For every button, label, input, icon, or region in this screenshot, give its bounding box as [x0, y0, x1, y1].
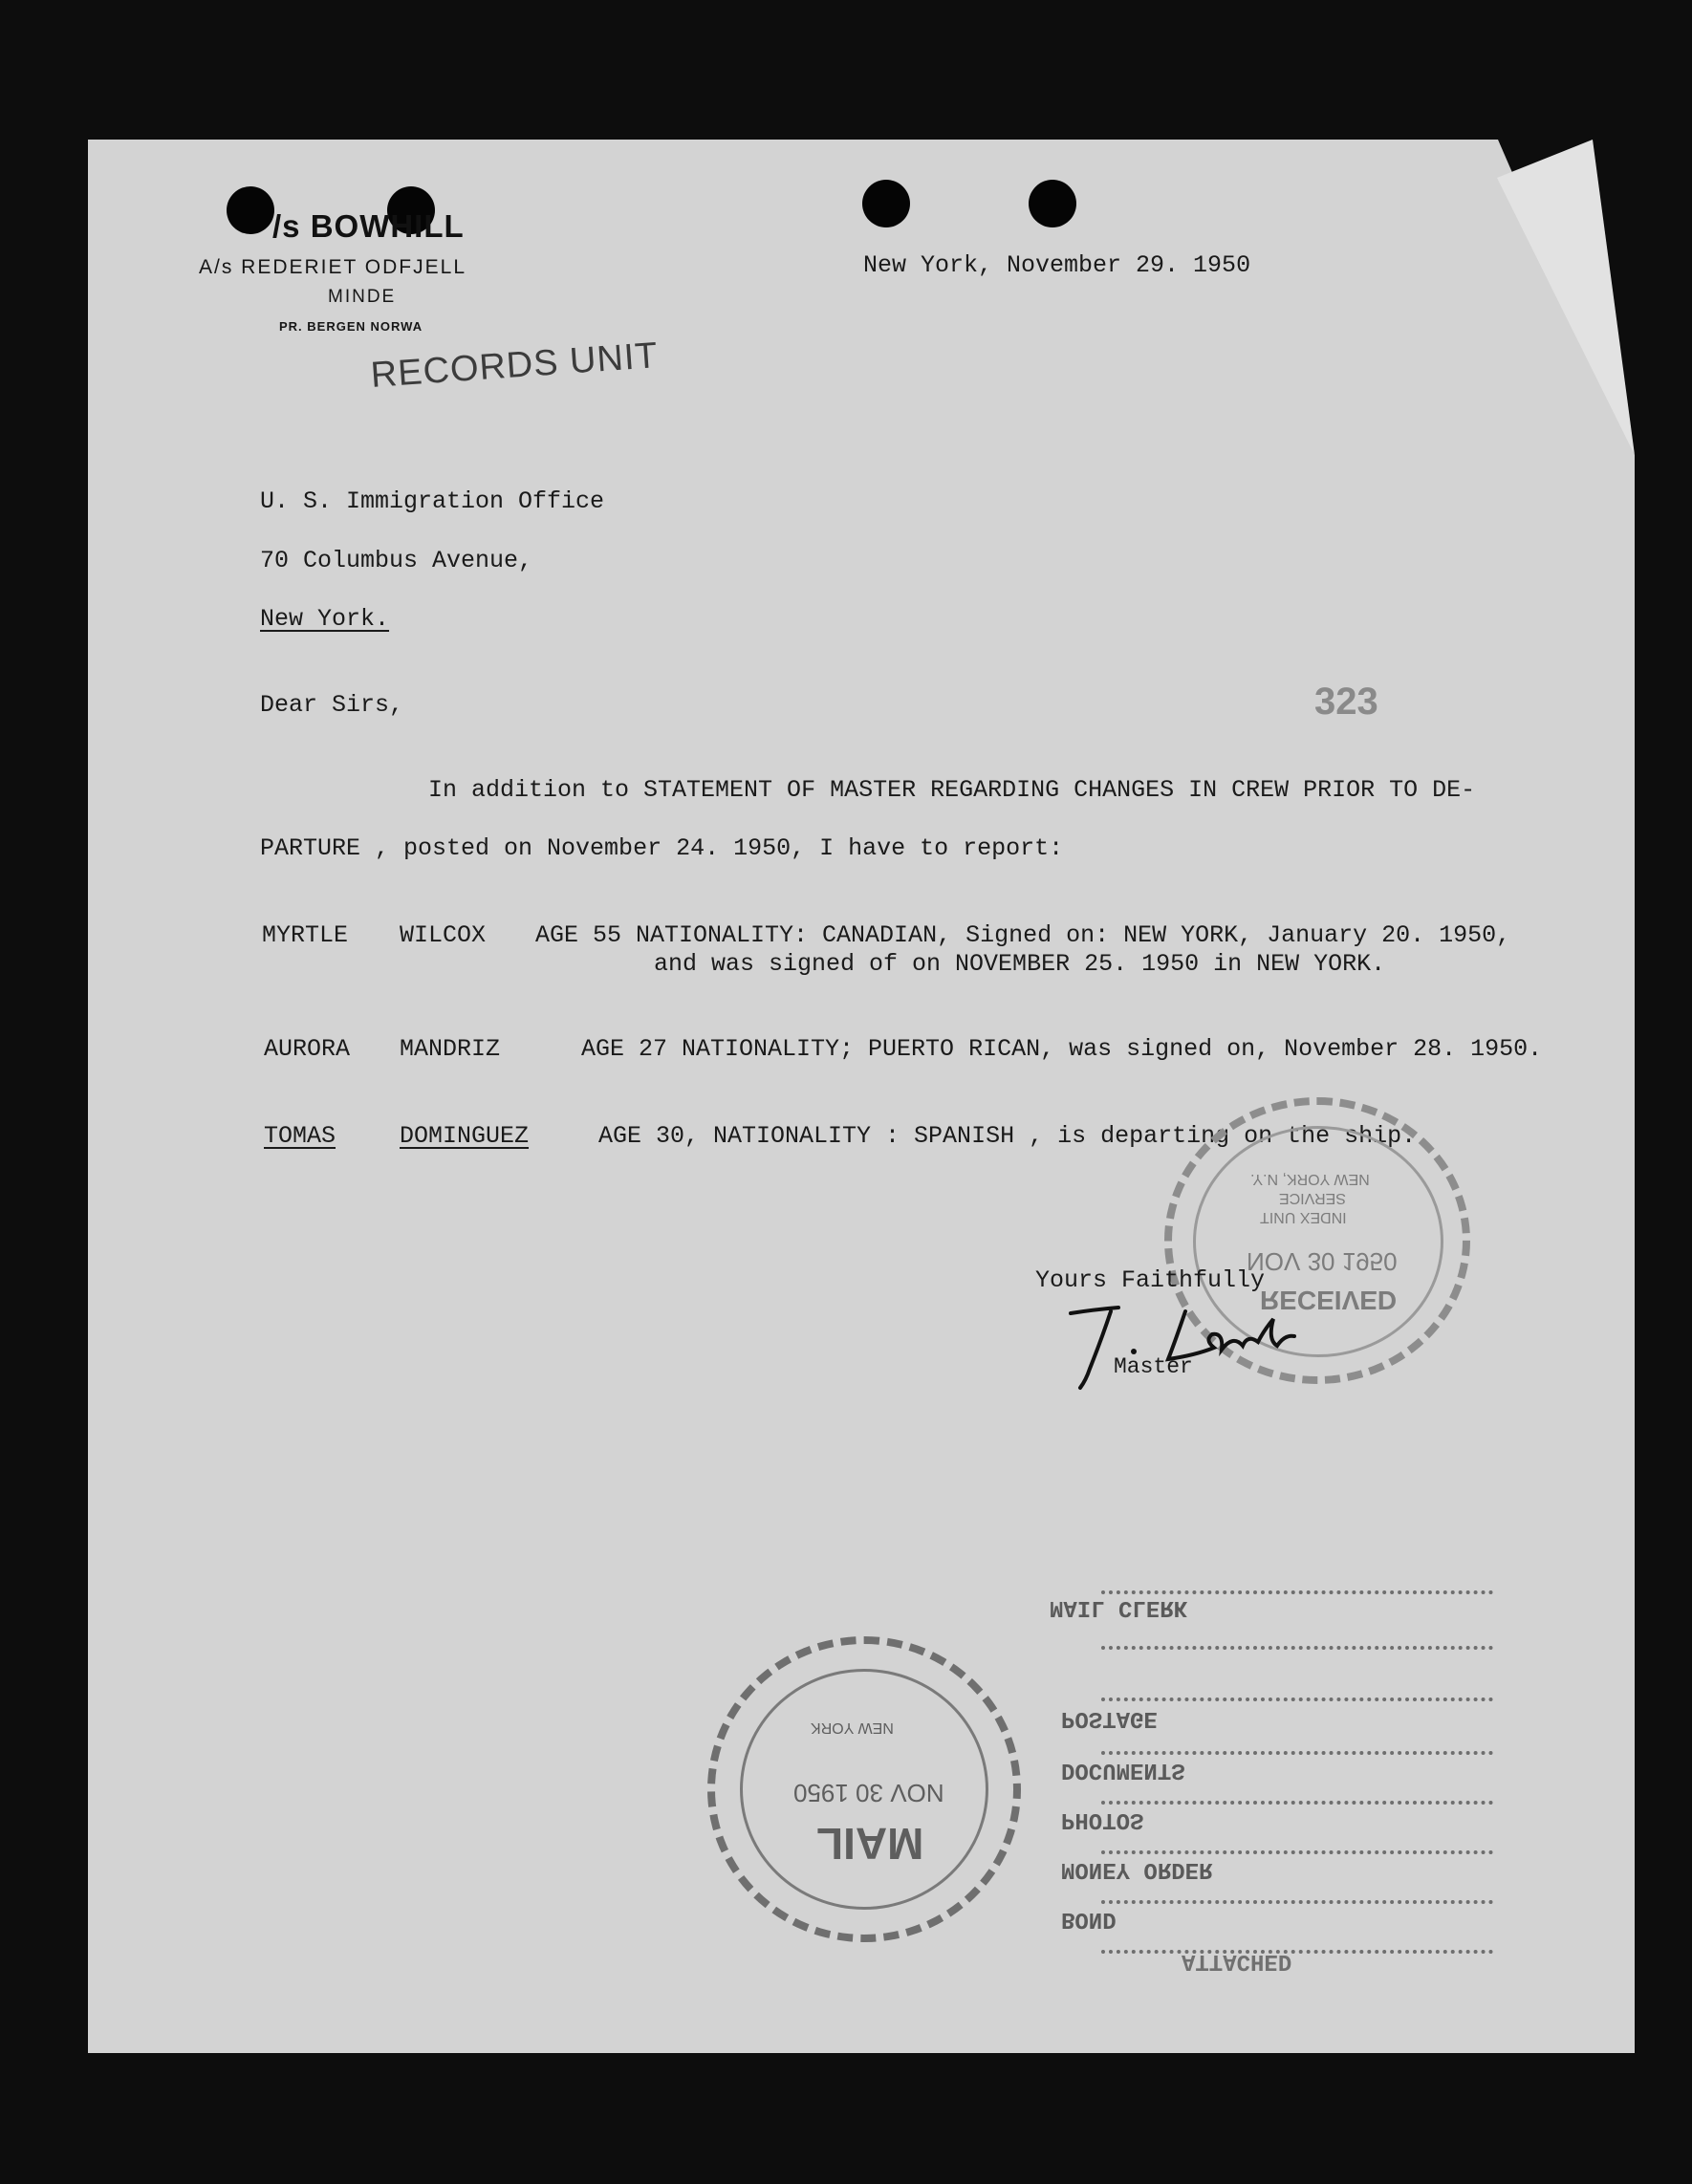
crew-last-name: MANDRIZ [400, 1035, 501, 1063]
recipient-line-2: 70 Columbus Avenue, [260, 547, 533, 574]
mail-clerk-item: BOND [1061, 1906, 1117, 1932]
body-line-1: In addition to STATEMENT OF MASTER REGARDING CHANGES IN CREW PRIOR TO DE- [428, 776, 1476, 804]
mail-clerk-item: DOCUMENTS [1061, 1757, 1185, 1783]
crew-first-name: AURORA [264, 1035, 351, 1063]
stamp-line [1101, 1646, 1493, 1650]
signature-mark [1052, 1292, 1338, 1397]
punch-hole-4 [1029, 180, 1076, 227]
mail-stamp-line-1: NEW YORK [811, 1719, 894, 1736]
punch-hole-3 [862, 180, 910, 227]
mail-stamp-date: NOV 30 1950 [793, 1779, 944, 1807]
mail-stamp-status: MAIL [816, 1819, 924, 1869]
stamp-line [1101, 1751, 1493, 1755]
stamp-line [1101, 1801, 1493, 1805]
crew-last-name: WILCOX [400, 921, 487, 949]
punch-hole-1 [227, 186, 274, 234]
recipient-line-1: U. S. Immigration Office [260, 487, 605, 515]
letterhead-country: PR. BERGEN NORWA [279, 319, 423, 334]
mail-clerk-item: MONEY ORDER [1061, 1856, 1213, 1882]
received-stamp-status: RECEIVED [1260, 1286, 1398, 1315]
letterhead-place: MINDE [328, 287, 397, 307]
mail-stamp [707, 1636, 1021, 1942]
mail-clerk-footer: ATTACHED [1182, 1948, 1292, 1974]
received-stamp-line-1: NEW YORK, N.Y. [1250, 1171, 1370, 1187]
salutation: Dear Sirs, [260, 691, 404, 719]
records-unit-stamp: RECORDS UNIT [369, 335, 660, 396]
body-line-2: PARTURE , posted on November 24. 1950, I have to report: [260, 834, 1064, 862]
letter-date: New York, November 29. 1950 [863, 251, 1251, 279]
mail-clerk-item: POSTAGE [1061, 1705, 1158, 1731]
recipient-line-3: New York. [260, 605, 390, 633]
signature-title: Master [1114, 1354, 1193, 1379]
stamp-line [1101, 1950, 1493, 1954]
received-stamp-line-3: INDEX UNIT [1260, 1209, 1347, 1225]
letterhead-company: A/s REDERIET ODFJELL [199, 256, 467, 278]
mail-clerk-header: MAIL CLERK [1050, 1594, 1188, 1620]
crew-details: AGE 27 NATIONALITY; PUERTO RICAN, was signed on, November 28. 1950. [581, 1035, 1543, 1063]
crew-first-name: TOMAS [264, 1122, 336, 1150]
crew-details: AGE 55 NATIONALITY: CANADIAN, Signed on: NEW YORK, January 20. 1950, [535, 921, 1511, 949]
stamp-line [1101, 1850, 1493, 1854]
crew-first-name: MYRTLE [262, 921, 349, 949]
stamp-line [1101, 1697, 1493, 1701]
received-stamp-line-2: SERVICE [1279, 1190, 1346, 1206]
letterhead-ship-name: /s BOWHILL [272, 208, 465, 244]
closing: Yours Faithfully [1035, 1266, 1266, 1294]
mail-clerk-item: PHOTOS [1061, 1806, 1144, 1832]
stamp-line [1101, 1900, 1493, 1904]
stamp-line [1101, 1590, 1493, 1594]
document-number: 323 [1314, 681, 1378, 723]
crew-details-cont: and was signed of on NOVEMBER 25. 1950 in NEW YORK. [654, 950, 1386, 978]
received-stamp-date: NOV 30 1950 [1247, 1247, 1398, 1276]
crew-last-name: DOMINGUEZ [400, 1122, 530, 1150]
crew-details: AGE 30, NATIONALITY : SPANISH , is departing on the ship. [598, 1122, 1417, 1150]
